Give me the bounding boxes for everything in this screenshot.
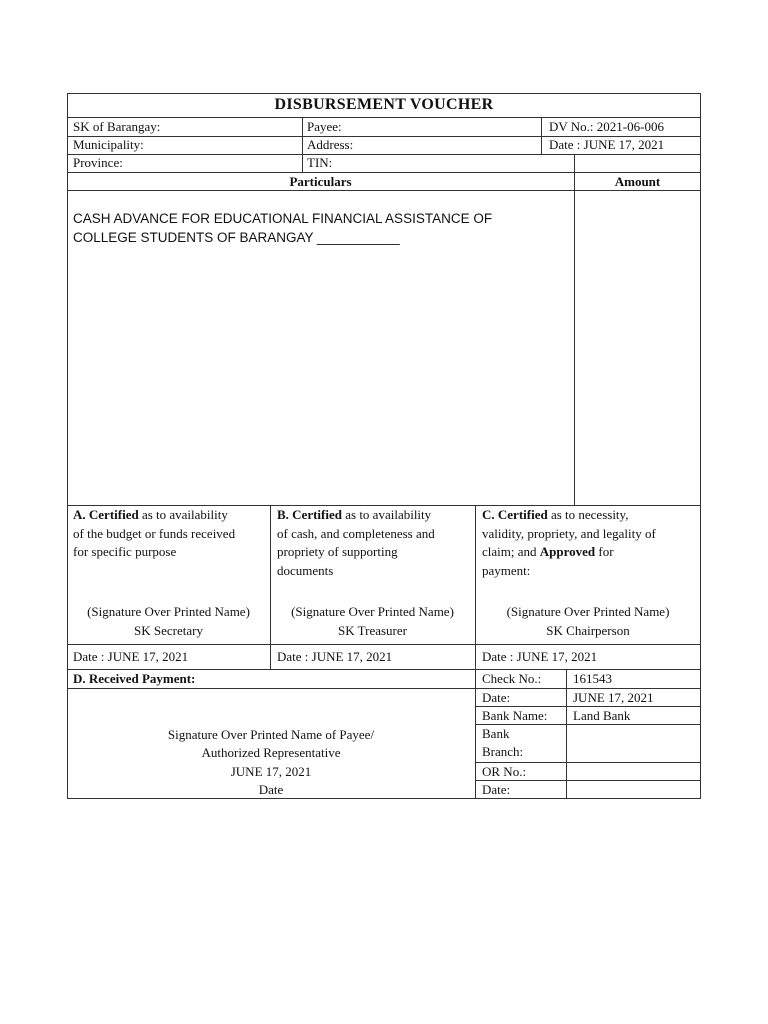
divider bbox=[270, 505, 271, 669]
signature-label-b: (Signature Over Printed Name) bbox=[291, 604, 454, 619]
bank-branch-label: Bank Branch: bbox=[482, 726, 524, 759]
province-label: Province: bbox=[73, 155, 123, 170]
payee-signature-line-1: Signature Over Printed Name of Payee/ bbox=[167, 727, 375, 742]
divider bbox=[67, 644, 701, 645]
tin-label: TIN: bbox=[307, 155, 333, 170]
particulars-header: Particulars bbox=[289, 174, 352, 189]
amount-header: Amount bbox=[614, 174, 661, 189]
divider bbox=[302, 117, 303, 172]
or-no-label: OR No.: bbox=[482, 764, 527, 779]
payee-label: Payee: bbox=[307, 119, 342, 134]
certification-a-letter: A. Certified bbox=[73, 507, 139, 522]
received-payment-header: D. Received Payment: bbox=[73, 671, 196, 686]
signature-label-c: (Signature Over Printed Name) bbox=[506, 604, 670, 619]
check-no-value: 161543 bbox=[573, 671, 612, 686]
date-a: Date : JUNE 17, 2021 bbox=[73, 649, 189, 664]
payee-signature-date: JUNE 17, 2021 bbox=[230, 764, 312, 779]
date-c: Date : JUNE 17, 2021 bbox=[482, 649, 598, 664]
bank-name-label: Bank Name: bbox=[482, 708, 548, 723]
date-b: Date : JUNE 17, 2021 bbox=[277, 649, 393, 664]
role-sk-secretary: SK Secretary bbox=[134, 623, 203, 638]
divider bbox=[475, 505, 476, 799]
or-date-label: Date: bbox=[482, 782, 511, 797]
sk-barangay-label: SK of Barangay: bbox=[73, 119, 161, 134]
signature-label-a: (Signature Over Printed Name) bbox=[87, 604, 250, 619]
divider bbox=[574, 154, 575, 505]
dv-number: DV No.: 2021-06-006 bbox=[549, 119, 664, 134]
check-no-label: Check No.: bbox=[482, 671, 542, 686]
particulars-line-2: COLLEGE STUDENTS OF BARANGAY ___________ bbox=[73, 230, 400, 245]
certification-a: A. Certified as to availability of the budget or funds received for specific purpose bbox=[73, 507, 236, 559]
payment-date-value: JUNE 17, 2021 bbox=[573, 690, 654, 705]
voucher-date: Date : JUNE 17, 2021 bbox=[549, 137, 665, 152]
bank-name-value: Land Bank bbox=[573, 708, 631, 723]
certification-b: B. Certified as to availability of cash, and completeness and propriety of supporting documents bbox=[277, 507, 435, 578]
certification-c: C. Certified as to necessity, validity, propriety, and legality of claim; and Approved for payment: bbox=[482, 507, 656, 578]
payee-date-label: Date bbox=[258, 782, 284, 797]
particulars-line-1: CASH ADVANCE FOR EDUCATIONAL FINANCIAL ASSISTANCE OF bbox=[73, 211, 493, 226]
role-sk-chairperson: SK Chairperson bbox=[546, 623, 630, 638]
certification-b-letter: B. Certified bbox=[277, 507, 342, 522]
municipality-label: Municipality: bbox=[73, 137, 144, 152]
payee-signature-line-2: Authorized Representative bbox=[201, 745, 341, 760]
payment-date-label: Date: bbox=[482, 690, 511, 705]
address-label: Address: bbox=[307, 137, 354, 152]
divider bbox=[541, 117, 542, 154]
divider bbox=[566, 669, 567, 799]
page-title: DISBURSEMENT VOUCHER bbox=[274, 96, 494, 113]
role-sk-treasurer: SK Treasurer bbox=[338, 623, 407, 638]
divider bbox=[67, 154, 701, 155]
certification-c-letter: C. Certified bbox=[482, 507, 548, 522]
